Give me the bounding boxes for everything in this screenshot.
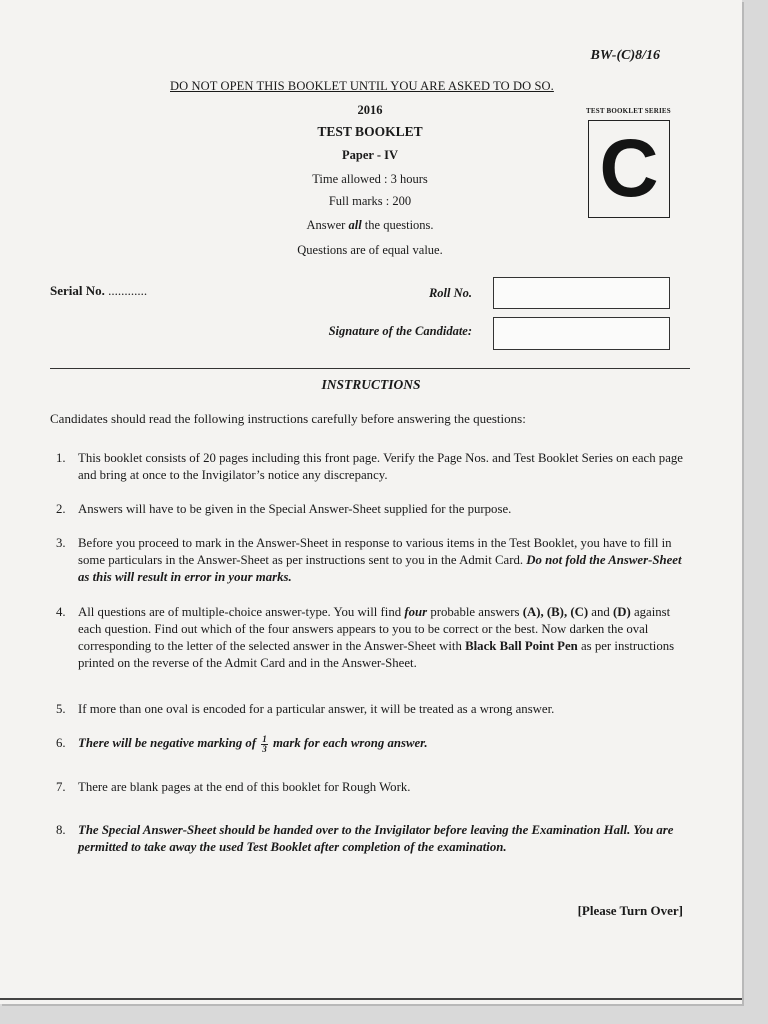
series-label: TEST BOOKLET SERIES — [586, 107, 671, 115]
equal-value-line: Questions are of equal value. — [297, 243, 443, 257]
paper-number: Paper - IV — [341, 148, 398, 162]
instruction-item: 8. The Special Answer-Sheet should be handed over to the Invigilator before leaving the Examination Hall. You are permitted to take away the used Test Booklet after completion of the examination. — [56, 823, 674, 854]
time-allowed: Time allowed : 3 hours — [312, 172, 428, 186]
instruction-item: 1. This booklet consists of 20 pages including this front page. Verify the Page Nos. and Test Booklet Series on each page and bring at once to the Invigilator’s notice any discrepancy. — [56, 451, 683, 482]
serial-number — [50, 283, 147, 299]
series-letter: C — [599, 123, 659, 214]
answer-all-line: Answer all the questions. — [306, 218, 434, 232]
instruction-item: 7. There are blank pages at the end of this booklet for Rough Work. — [56, 780, 411, 794]
please-turn-over: [Please Turn Over] — [577, 903, 683, 918]
instructions-intro: Candidates should read the following instructions carefully before answering the questions: — [50, 411, 526, 426]
page-edge-line — [0, 998, 742, 1000]
signature-label: Signature of the Candidate: — [328, 324, 472, 338]
instruction-item: 6. There will be negative marking of $\frac{1}{3}$ mark for each wrong answer. — [56, 734, 428, 754]
instruction-item: 2. Answers will have to be given in the Special Answer-Sheet supplied for the purpose. — [56, 502, 512, 516]
instruction-item: 5. If more than one oval is encoded for a particular answer, it will be treated as a wrong answer. — [56, 702, 555, 716]
do-not-open-warning: DO NOT OPEN THIS BOOKLET UNTIL YOU ARE ASKED TO DO SO. — [170, 79, 554, 93]
roll-no-field[interactable] — [493, 277, 670, 309]
series-box — [588, 120, 670, 218]
roll-no-label: Roll No. — [428, 286, 472, 300]
exam-year: 2016 — [357, 103, 383, 117]
serial-dots: ............ — [104, 283, 148, 298]
fraction: $\frac{1}{3}$ — [262, 734, 267, 754]
full-marks: Full marks : 200 — [328, 194, 412, 208]
booklet-title: TEST BOOKLET — [317, 124, 423, 139]
signature-field[interactable] — [493, 317, 670, 350]
serial-label: Serial No. — [50, 283, 105, 298]
instruction-item: 4. All questions are of multiple-choice answer-type. You will find four probable answers (A), (B), (C) and (D) against each question. Find out which of the four answers appears to you to be correct or the best. Now darken the oval corresponding to the letter of the selected answer in the Answer-Sheet with Black Ball Point Pen as per instructions printed on the reverse of the Admit Card and in the Answer-Sheet. — [56, 605, 675, 670]
booklet-code: BW-(C)8/16 — [590, 48, 660, 63]
instruction-item: 3. Before you proceed to mark in the Answer-Sheet in response to various items in the Test Booklet, you have to fill in some particulars in the Answer-Sheet as per instructions sent to you in the Admit Card. Do not fold the Answer-Sheet as this will result in error in your marks. — [56, 536, 682, 584]
instructions-heading: INSTRUCTIONS — [321, 377, 421, 392]
divider — [50, 368, 690, 369]
